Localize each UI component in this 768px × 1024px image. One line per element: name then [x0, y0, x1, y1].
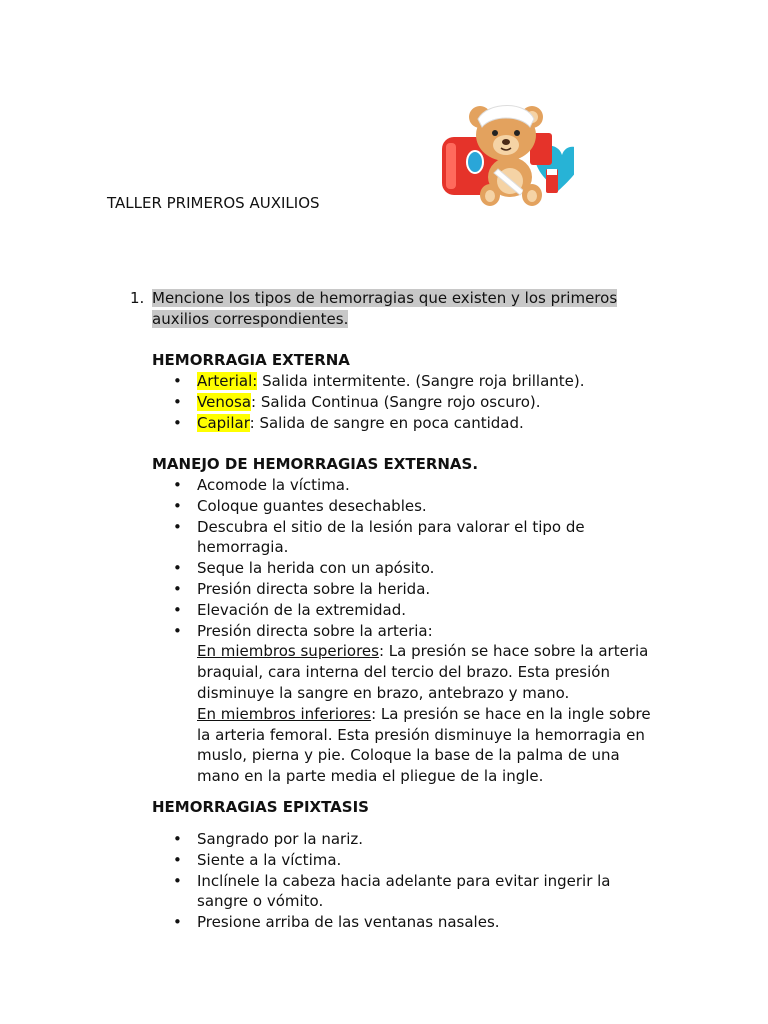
section-heading: HEMORRAGIA EXTERNA	[152, 351, 350, 369]
question-1	[130, 288, 650, 330]
list-item	[152, 413, 662, 434]
list-item: • Acomode la víctima.	[152, 475, 662, 496]
section-manejo-hemorragias	[152, 454, 662, 787]
list-item: • Sangrado por la nariz.	[152, 829, 662, 850]
list-item: • Presione arriba de las ventanas nasales.	[152, 912, 662, 933]
list-item: • Elevación de la extremidad.	[152, 600, 662, 621]
question-number: 1.	[130, 289, 145, 307]
term-description: : Salida Continua (Sangre rojo oscuro).	[251, 392, 541, 411]
teddy-bear-first-aid-illustration	[440, 95, 574, 210]
highlighted-term: Venosa	[197, 392, 252, 411]
highlighted-term: Capilar	[197, 413, 250, 432]
question-line-2: auxilios correspondientes.	[152, 310, 349, 328]
question-text	[152, 288, 650, 330]
lower-limbs-text: : La presión se hace en la ingle sobre la arteria femoral. Esta presión disminuye la hemorragia en muslo, pierna y pie. Coloque la base de la palma de una mano en la parte media el pliegue de la ingle.	[197, 704, 651, 786]
question-line-1: Mencione los tipos de hemorragias que existen y los primeros	[152, 289, 618, 307]
section-heading: HEMORRAGIAS EPIXTASIS	[152, 798, 369, 816]
lower-limbs-label: En miembros inferiores	[197, 704, 372, 723]
bullet-list	[152, 371, 662, 433]
term-description: Salida intermitente. (Sangre roja brillante).	[257, 372, 585, 390]
highlighted-term: Arterial:	[197, 372, 258, 390]
upper-limbs-label: En miembros superiores	[197, 642, 379, 661]
upper-limbs-text: : La presión se hace sobre la arteria braquial, cara interna del tercio del brazo. Esta presión disminuye la sangre en brazo, antebrazo y mano.	[197, 642, 649, 702]
bullet-list	[152, 829, 662, 933]
list-item: • Descubra el sitio de la lesión para valorar el tipo de hemorragia.	[152, 517, 662, 559]
list-item: • Presión directa sobre la herida.	[152, 579, 662, 600]
list-item: • Siente a la víctima.	[152, 850, 662, 871]
list-item: • Coloque guantes desechables.	[152, 496, 662, 517]
list-item-text: Presión directa sobre la arteria:	[197, 621, 433, 640]
section-heading: MANEJO DE HEMORRAGIAS EXTERNAS.	[152, 455, 479, 473]
list-item	[152, 621, 662, 787]
section-hemorragia-externa	[152, 350, 662, 433]
list-item: • Seque la herida con un apósito.	[152, 558, 662, 579]
list-item	[152, 371, 662, 392]
document-title: TALLER PRIMEROS AUXILIOS	[107, 194, 320, 212]
section-hemorragias-epixtasis	[152, 797, 662, 933]
list-item: • Inclínele la cabeza hacia adelante para evitar ingerir la sangre o vómito.	[152, 871, 662, 913]
bullet-list	[152, 475, 662, 787]
term-description: : Salida de sangre en poca cantidad.	[249, 413, 524, 432]
list-item	[152, 392, 662, 413]
